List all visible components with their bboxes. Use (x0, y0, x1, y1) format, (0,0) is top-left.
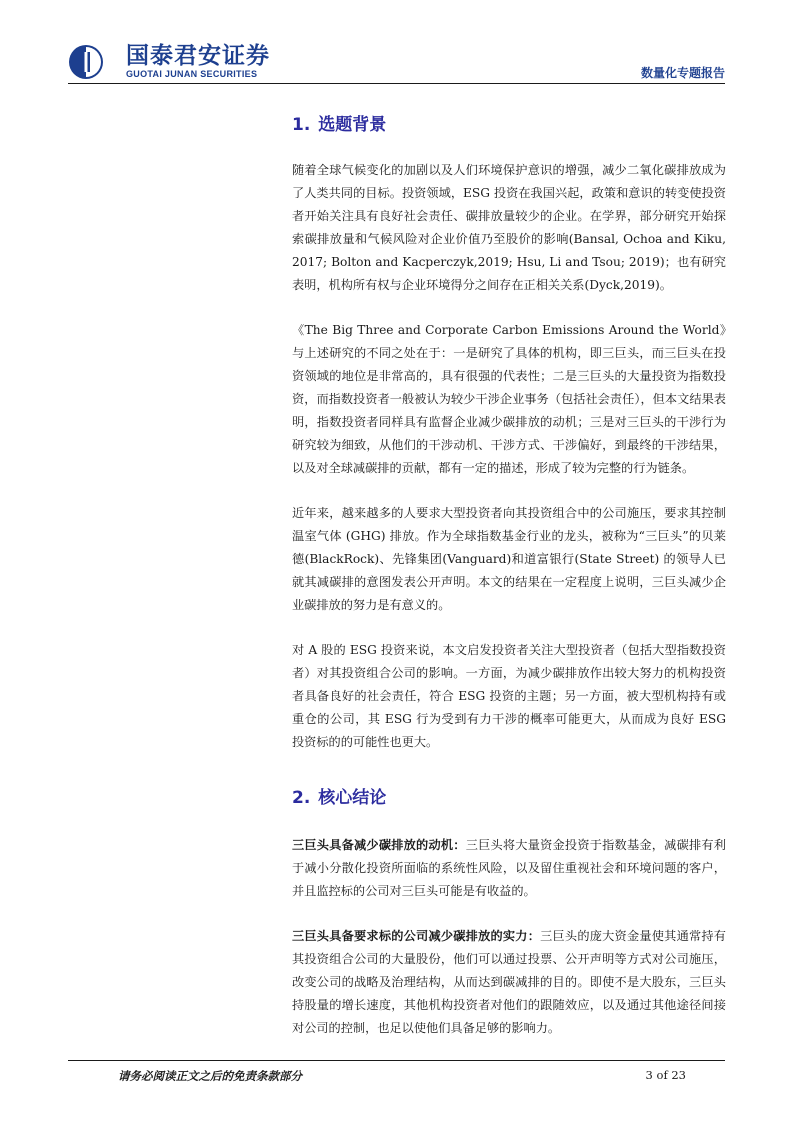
page-number: 3 of 23 (645, 1068, 686, 1082)
conclusion-lead: 三巨头具备要求标的公司减少碳排放的实力： (292, 929, 541, 943)
logo-chinese-name: 国泰君安证券 (126, 43, 270, 69)
paragraph: 随着全球气候变化的加剧以及人们环境保护意识的增强，减少二氧化碳排放成为了人类共同的目标。投资领域，ESG 投资在我国兴起，政策和意识的转变使投资者开始关注具有良好社会责任、碳排放量较少的企业。在学界，部分研究开始探索碳排放量和气候风险对企业价值乃至股价的影响(Bansal, Ochoa and Kiku, 2017; Bolton and Kacperczyk,2019; Hsu, Li and Tsou; 2019)；也有研究表明，机构所有权与企业环境得分之间存在正相关关系(Dyck,2019)。 (292, 163, 726, 292)
section-heading (292, 112, 726, 138)
guotai-junan-logo-icon (68, 44, 104, 80)
page-footer (0, 1060, 793, 1100)
conclusion-text: 三巨头将大量资金投资于指数基金，减碳排有利于减小分散化投资所面临的系统性风险，以及留住重视社会和环境问题的客户，并且监控标的公司对三巨头可能是有收益的。 (292, 838, 726, 898)
section-number: 2. (292, 788, 311, 808)
footer-divider (68, 1060, 725, 1061)
section-title: 选题背景 (318, 115, 387, 135)
logo-english-name: GUOTAI JUNAN SECURITIES (126, 69, 258, 79)
paragraph: 对 A 股的 ESG 投资来说，本文启发投资者关注大型投资者（包括大型指数投资者）对其投资组合公司的影响。一方面，为减少碳排放作出较大努力的机构投资者具备良好的社会责任，符合 ESG 投资的主题；另一方面，被大型机构持有或重仓的公司，其 ESG 行为受到有力干涉的概率可能更大，从而成为良好 ESG 投资标的的可能性也更大。 (292, 643, 726, 749)
disclaimer-notice: 请务必阅读正文之后的免责条款部分 (118, 1069, 302, 1083)
paragraph: 近年来，越来越多的人要求大型投资者向其投资组合中的公司施压，要求其控制温室气体 (GHG) 排放。作为全球指数基金行业的龙头，被称为“三巨头”的贝莱德(BlackRock)、先锋集团(Vanguard)和道富银行(State Street) 的领导人已就其减碳排的意图发表公开声明。本文的结果在一定程度上说明，三巨头减少企业碳排放的努力是有意义的。 (292, 506, 726, 612)
conclusion-text: 三巨头的庞大资金量使其通常持有其投资组合公司的大量股份，他们可以通过投票、公开声明等方式对公司施压，改变公司的战略及治理结构，从而达到碳减排的目的。即使不是大股东，三巨头持股量的增长速度，其他机构投资者对他们的跟随效应，以及通过其他途径间接对公司的控制，也足以使他们具备足够的影响力。 (292, 929, 726, 1035)
paragraph: 《The Big Three and Corporate Carbon Emissions Around the World》与上述研究的不同之处在于：一是研究了具体的机构，即三巨头，而三巨头在投资领域的地位是非常高的，具有很强的代表性；二是三巨头的大量投资为指数投资，而指数投资者一般被认为较少干涉企业事务（包括社会责任），但本文结果表明，指数投资者同样具有监督企业减少碳排放的动机；三是对三巨头的干涉行为研究较为细致，从他们的干涉动机、干涉方式、干涉偏好，到最终的干涉结果，以及对全球减碳排的贡献，都有一定的描述，形成了较为完整的行为链条。 (292, 323, 726, 475)
section-number: 1. (292, 115, 311, 135)
page-header (0, 0, 793, 84)
section-heading (292, 785, 726, 811)
main-content (292, 112, 726, 1040)
conclusion-item (292, 925, 726, 1040)
section-title: 核心结论 (318, 788, 387, 808)
header-divider (68, 83, 725, 84)
report-type-label: 数量化专题报告 (640, 66, 725, 80)
conclusion-lead: 三巨头具备减少碳排放的动机： (292, 838, 466, 852)
conclusion-item (292, 834, 726, 903)
